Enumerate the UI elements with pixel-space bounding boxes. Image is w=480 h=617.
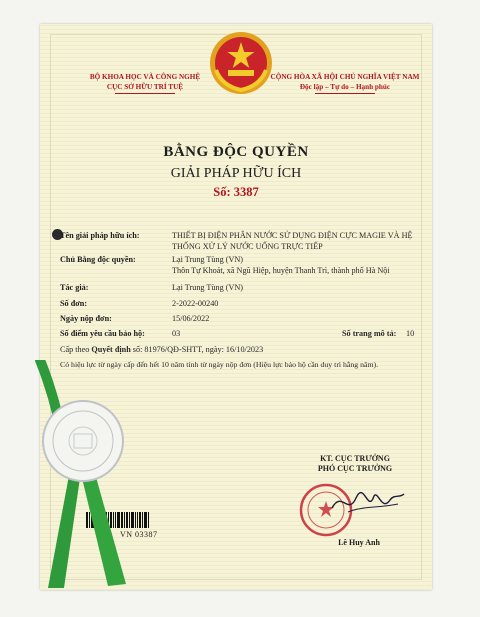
field-label: Ngày nộp đơn: <box>60 314 112 323</box>
issuer-header <box>70 72 220 94</box>
field-value: 15/06/2022 <box>172 314 210 323</box>
field-application-number <box>60 298 420 310</box>
certificate-title: BẰNG ĐỘC QUYỀN <box>163 144 309 160</box>
signature-block <box>295 454 415 474</box>
field-solution-name <box>60 230 420 254</box>
field-author <box>60 282 420 294</box>
field-value: Lại Trung Tùng (VN) <box>172 283 244 292</box>
field-label: Chủ Bằng độc quyền: <box>60 255 136 264</box>
field-filing-date <box>60 313 420 325</box>
field-label-pages: Số trang mô tả: <box>342 329 397 338</box>
field-value-pages: 10 <box>406 329 415 338</box>
header-rule <box>115 93 175 94</box>
decision-date: , ngày: 16/10/2023 <box>201 345 264 354</box>
field-value-owner-name: Lại Trung Tùng (VN) <box>172 255 244 264</box>
handwritten-signature-icon <box>328 486 408 520</box>
header-rule <box>315 93 375 94</box>
field-label: Tên giải pháp hữu ích: <box>60 231 140 240</box>
office-name: CỤC SỞ HỮU TRÍ TUỆ <box>106 83 184 91</box>
round-seal-icon <box>40 398 126 484</box>
decision-label: Quyết định <box>91 345 131 354</box>
signer-subtitle: PHÓ CỤC TRƯỞNG <box>317 464 393 473</box>
country-name: CỘNG HÒA XÃ HỘI CHỦ NGHĨA VIỆT NAM <box>270 73 420 81</box>
national-header <box>265 72 425 94</box>
field-owner <box>60 254 420 278</box>
field-value: 03 <box>172 329 181 338</box>
field-value: 2-2022-00240 <box>172 299 219 308</box>
barcode-number: VN 03387 <box>120 530 158 539</box>
field-decision <box>60 344 420 356</box>
decision-text: Cấp theo <box>60 345 92 354</box>
field-label: Số điểm yêu cầu bảo hộ: <box>60 329 145 338</box>
field-label: Số đơn: <box>60 299 88 308</box>
ministry-name: BỘ KHOA HỌC VÀ CÔNG NGHỆ <box>89 73 201 81</box>
certificate-subtitle: GIẢI PHÁP HỮU ÍCH <box>170 166 302 181</box>
national-motto: Độc lập – Tự do – Hạnh phúc <box>299 83 391 91</box>
field-label: Tác giả: <box>60 283 89 292</box>
validity-text: Có hiệu lực từ ngày cấp đến hết 10 năm tính từ ngày nộp đơn (Hiệu lực bảo hộ cần duy trì hằng năm). <box>60 360 379 369</box>
signer-title: KT. CỤC TRƯỞNG <box>320 454 390 463</box>
field-claims-and-pages <box>60 328 420 340</box>
decision-number: số: 81976/QĐ-SHTT <box>130 345 202 354</box>
signer-name: Lê Huy Anh <box>338 538 380 547</box>
field-value-owner-address: Thôn Tự Khoát, xã Ngũ Hiệp, huyện Thanh Trì, thành phố Hà Nội <box>172 266 390 275</box>
certificate-number: Số: 3387 <box>213 185 259 199</box>
field-value: THIẾT BỊ ĐIỆN PHÂN NƯỚC SỬ DỤNG ĐIỆN CỰC MAGIE VÀ HỆ THỐNG XỬ LÝ NƯỚC UỐNG TRỰC TIẾP <box>172 231 413 251</box>
